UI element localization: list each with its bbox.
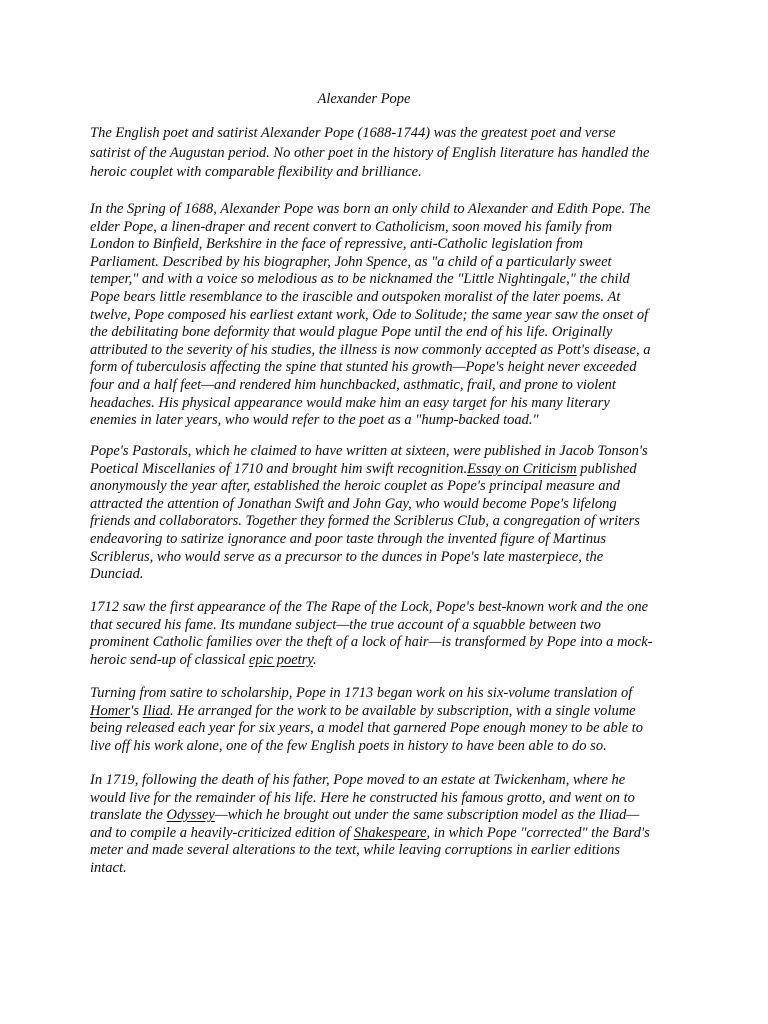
paragraph xyxy=(90,772,690,878)
text-line xyxy=(90,412,690,430)
text-line xyxy=(90,807,690,825)
hyperlink[interactable]: epic poetry xyxy=(248,651,313,668)
paragraph xyxy=(90,201,690,430)
text-line xyxy=(90,720,690,738)
text-line xyxy=(90,461,690,479)
text-run: headaches. His physical appearance would make him an easy target for his many literary xyxy=(90,394,610,411)
text-run: , in which Pope "corrected" the Bard's xyxy=(426,824,650,841)
text-run: and to compile a heavily-criticized edition of xyxy=(90,824,354,841)
text-run: temper," and with a voice so melodious as to be nicknamed the "Little Nightingale," the child xyxy=(90,271,630,288)
text-line xyxy=(90,163,690,183)
text-run: elder Pope, a linen-draper and recent convert to Catholicism, soon moved his family from xyxy=(90,218,613,235)
text-run: being released each year for six years, a model that garnered Pope enough money to be able to xyxy=(90,720,644,737)
text-line xyxy=(90,842,690,860)
text-line xyxy=(90,738,690,756)
text-line xyxy=(90,599,690,617)
hyperlink[interactable]: Shakespeare xyxy=(353,824,427,841)
text-run: The English poet and satirist Alexander Pope (1688-1744) was the greatest poet and verse xyxy=(90,125,616,141)
text-line xyxy=(90,549,690,567)
text-run: Parliament. Described by his biographer, John Spence, as "a child of a particularly sweet xyxy=(90,253,612,270)
hyperlink[interactable]: Iliad xyxy=(142,702,171,719)
text-line xyxy=(90,617,690,635)
text-run: meter and made several alterations to the text, while leaving corruptions in earlier editions xyxy=(90,842,620,859)
text-line xyxy=(90,566,690,584)
text-run: that secured his fame. Its mundane subject—the true account of a squabble between two xyxy=(90,616,601,633)
hyperlink[interactable]: Odyssey xyxy=(166,807,215,824)
text-line xyxy=(90,307,690,325)
text-run: . xyxy=(312,651,317,668)
paragraph xyxy=(90,599,690,669)
text-line xyxy=(90,478,690,496)
text-run: . He arranged for the work to be available by subscription, with a single volume xyxy=(170,702,636,719)
text-line xyxy=(90,790,690,808)
text-run: attracted the attention of Jonathan Swift and John Gay, who would become Pope's lifelong xyxy=(90,495,617,512)
text-run: Pope bears little resemblance to the irascible and outspoken moralist of the later poems. At xyxy=(90,288,621,305)
text-run: —which he brought out under the same subscription model as the Iliad— xyxy=(214,807,640,824)
text-run: Turning from satire to scholarship, Pope in 1713 began work on his six-volume translation of xyxy=(90,685,633,701)
text-run: twelve, Pope composed his earliest extant work, Ode to Solitude; the same year saw the onset of xyxy=(90,306,649,323)
text-line xyxy=(90,652,690,670)
text-run: translate the xyxy=(90,807,167,824)
text-line xyxy=(90,236,690,254)
text-run: heroic couplet with comparable flexibility and brilliance. xyxy=(90,164,422,180)
text-run: published xyxy=(576,460,637,477)
text-run: prominent Catholic families over the theft of a lock of hair—is transformed by Pope into a mock- xyxy=(90,634,653,651)
text-run: enemies in later years, who would refer to the poet as a "hump-backed toad." xyxy=(90,412,539,429)
text-run: 's xyxy=(130,702,143,719)
text-line xyxy=(90,443,690,461)
text-line xyxy=(90,634,690,652)
text-line xyxy=(90,144,690,164)
text-run: anonymously the year after, established the heroic couplet as Pope's principal measure and xyxy=(90,478,620,495)
text-run: endeavoring to satirize ignorance and poor taste through the invented figure of Martinus xyxy=(90,530,607,547)
text-run: Poetical Miscellanies of 1710 and brought him swift recognition. xyxy=(90,460,468,477)
text-line xyxy=(90,359,690,377)
document-title: Alexander Pope xyxy=(317,91,411,107)
hyperlink[interactable]: Essay on Criticism xyxy=(467,460,577,477)
text-run: Dunciad. xyxy=(90,566,144,583)
paragraph xyxy=(90,685,690,755)
text-run: Pope's Pastorals, which he claimed to have written at sixteen, were published in Jacob Tonson's xyxy=(90,443,648,459)
text-line xyxy=(90,703,690,721)
text-run: attributed to the severity of his studies, the illness is now commonly accepted as Pott's disease, a xyxy=(90,341,651,358)
text-line xyxy=(90,531,690,549)
text-line xyxy=(90,513,690,531)
text-line xyxy=(90,219,690,237)
text-run: friends and collaborators. Together they formed the Scriblerus Club, a congregation of writers xyxy=(90,513,640,530)
text-line xyxy=(90,772,690,790)
paragraph xyxy=(90,124,690,183)
text-line xyxy=(90,395,690,413)
text-line xyxy=(90,685,690,703)
text-line xyxy=(90,254,690,272)
text-line xyxy=(90,377,690,395)
paragraph xyxy=(90,443,690,584)
text-run: four and a half feet—and rendered him hunchbacked, asthmatic, frail, and prone to violent xyxy=(90,376,616,393)
text-run: heroic send-up of classical xyxy=(90,651,249,668)
text-run: In the Spring of 1688, Alexander Pope was born an only child to Alexander and Edith Pope. The xyxy=(90,201,651,217)
text-line xyxy=(90,324,690,342)
text-run: satirist of the Augustan period. No other poet in the history of English literature has handled the xyxy=(90,144,650,161)
text-run: the debilitating bone deformity that would plague Pope until the end of his life. Originally xyxy=(90,324,613,341)
text-run: London to Binfield, Berkshire in the face of repressive, anti-Catholic legislation from xyxy=(90,236,583,253)
text-line xyxy=(90,496,690,514)
hyperlink[interactable]: Homer xyxy=(90,702,131,719)
text-line xyxy=(90,124,690,144)
text-run: Scriblerus, who would serve as a precursor to the dunces in Pope's late masterpiece, the xyxy=(90,548,604,565)
text-line xyxy=(90,825,690,843)
text-run: intact. xyxy=(90,859,127,876)
text-line xyxy=(90,342,690,360)
text-line xyxy=(90,201,690,219)
text-run: live off his work alone, one of the few English poets in history to have been able to do so. xyxy=(90,737,607,754)
text-line xyxy=(90,289,690,307)
text-run: In 1719, following the death of his father, Pope moved to an estate at Twickenham, where he xyxy=(90,772,626,788)
text-line xyxy=(90,271,690,289)
text-line xyxy=(90,860,690,878)
text-run: form of tuberculosis affecting the spine that stunted his growth—Pope's height never exceeded xyxy=(90,359,637,376)
text-run: 1712 saw the first appearance of the The Rape of the Lock, Pope's best-known work and the one xyxy=(90,599,649,615)
text-run: would live for the remainder of his life. Here he constructed his famous grotto, and went on to xyxy=(90,789,635,806)
